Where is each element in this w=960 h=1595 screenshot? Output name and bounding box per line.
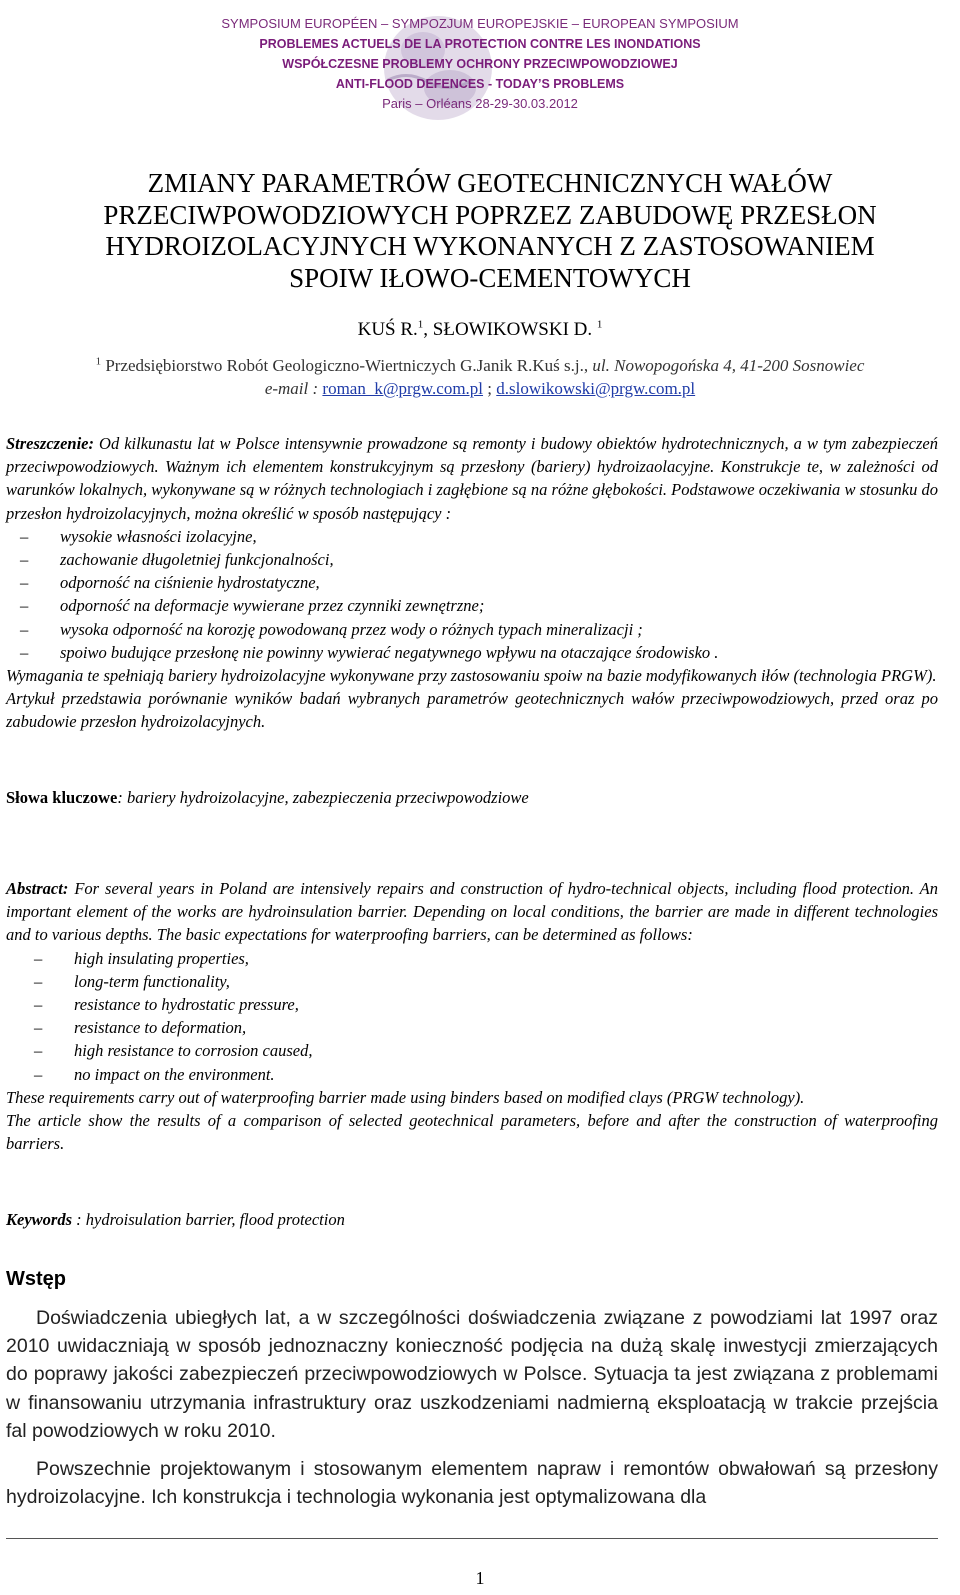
paragraph: Powszechnie projektowanym i stosowanym elementem napraw i remontów obwałowań są przesłony hydroizolacyjne. Ich konstrukcja i technologia wykonania jest optymalizowana dla: [6, 1458, 938, 1509]
author-separator: ,: [423, 319, 433, 340]
header-title-fr: PROBLEMES ACTUELS DE LA PROTECTION CONTRE LES INONDATIONS: [259, 37, 701, 51]
footer-divider: [6, 1538, 938, 1539]
header-place-date: Paris – Orléans 28-29-30.03.2012: [382, 96, 578, 111]
streszczenie-label: Streszczenie:: [6, 434, 94, 453]
list-item: – no impact on the environment.: [34, 1064, 275, 1084]
title-line-4: SPOIW IŁOWO-CEMENTOWYCH: [289, 262, 691, 293]
page-number: 1: [475, 1568, 485, 1588]
title-line-2: PRZECIWPOWODZIOWYCH POPRZEZ ZABUDOWĘ PRZESŁON: [103, 199, 877, 230]
streszczenie-para-3: Artykuł przedstawia porównanie wyników badań wybranych parametrów geotechnicznych wałów przeciwpowodziowych, przed oraz po zabudowie przesłon hydroizolacyjnych.: [6, 689, 938, 732]
streszczenie-intro-text: Od kilkunastu lat w Polsce intensywnie prowadzone są remonty i budowy obiektów hydrotechnicznych, a w tym zabezpieczeń przeciwpowodziowych. Ważnym ich elementem konstrukcyjnym są przesłony (bariery) hydroizaolacyjne. Konstrukcje te, w zależności od warunków lokalnych, wykonywane są w różnych technologiach i zagłębione są na różne głębokości. Podstawowe oczekiwania w stosunku do przesłon hydroizolacyjnych, można określić w sposób następujący :: [6, 434, 938, 523]
streszczenie-block: [6, 432, 938, 734]
keywords: [6, 1208, 938, 1231]
list-item: – spoiwo budujące przesłonę nie powinny wywierać negatywnego wpływu na otaczające środowisko .: [20, 642, 719, 662]
slowa-kluczowe: [6, 786, 938, 809]
list-item: – resistance to deformation,: [34, 1018, 247, 1038]
title-line-3: HYDROIZOLACYJNYCH WYKONANYCH Z ZASTOSOWANIEM: [105, 231, 875, 261]
abstract-label: Abstract:: [6, 879, 69, 898]
header-title-pl: WSPÓŁCZESNE PROBLEMY OCHRONY PRZECIWPOWODZIOWEJ: [282, 57, 678, 71]
list-item: – high resistance to corrosion caused,: [34, 1041, 313, 1061]
abstract-para-2: These requirements carry out of waterproofing barrier made using binders based on modified clays (PRGW technology).: [6, 1087, 805, 1107]
wstep-para-2: [6, 1455, 938, 1511]
authors: [0, 318, 960, 342]
author-2-affiliation-mark: 1: [596, 318, 603, 331]
keywords-text: : hydroisulation barrier, flood protection: [72, 1210, 345, 1229]
list-item: – odporność na ciśnienie hydrostatyczne,: [20, 573, 320, 593]
abstract-para-3: The article show the results of a comparison of selected geotechnical parameters, before and after the construction of waterproofing barriers.: [6, 1111, 938, 1154]
section-heading-wstep: Wstęp: [6, 1268, 66, 1290]
abstract-list: [6, 947, 938, 1086]
affiliation-company: Przedsiębiorstwo Robót Geologiczno-Wiertniczych G.Janik R.Kuś s.j.,: [101, 356, 593, 375]
author-2: SŁOWIKOWSKI D.: [432, 319, 593, 340]
affiliation-address: ul. Nowopogońska 4, 41-200 Sosnowiec: [592, 356, 865, 375]
slowa-label: Słowa kluczowe: [6, 788, 118, 807]
abstract-intro: [6, 877, 938, 947]
paragraph: Doświadczenia ubiegłych lat, a w szczególności doświadczenia związane z powodziami lat 1997 oraz 2010 uwidaczniają w sposób jednoznaczny konieczność podjęcia na dużą skalę inwestycji zmierzających do poprawy jakości zabezpieczeń przeciwpowodziowych w Polsce. Sytuacja ta jest związana z problemami w finansowaniu utrzymania infrastruktury oraz uszkodzeniami nadmierną eksploatacją w trakcie przejścia fal powodziowych w roku 2010.: [6, 1307, 938, 1442]
email-link-2[interactable]: d.slowikowski@prgw.com.pl: [496, 379, 696, 398]
list-item: – zachowanie długoletniej funkcjonalności,: [20, 550, 334, 570]
list-item: – high insulating properties,: [34, 948, 249, 968]
wstep-para-1: [6, 1304, 938, 1445]
streszczenie-para-2: Wymagania te spełniają bariery hydroizolacyjne wykonywane przy zastosowaniu spoiw na bazie modyfikowanych iłów (technologia PRGW).: [6, 666, 937, 686]
author-1-affiliation-mark: 1: [417, 318, 424, 331]
streszczenie-intro: [6, 432, 938, 525]
slowa-text: : bariery hydroizolacyjne, zabezpieczenia przeciwpowodziowe: [117, 788, 529, 807]
abstract-block: [6, 877, 938, 1155]
streszczenie-list: [6, 525, 938, 664]
list-item: – wysokie własności izolacyjne,: [20, 526, 257, 546]
list-item: – long-term functionality,: [34, 971, 230, 991]
email-separator: ;: [483, 379, 497, 398]
list-item: – odporność na deformacje wywierane przez czynniki zewnętrzne;: [20, 596, 485, 616]
list-item: – resistance to hydrostatic pressure,: [34, 995, 299, 1015]
header-title-en: ANTI-FLOOD DEFENCES - TODAY’S PROBLEMS: [335, 77, 625, 91]
affiliation: [0, 355, 960, 377]
keywords-label: Keywords: [6, 1210, 72, 1229]
symposium-header: [0, 8, 960, 128]
list-item: – wysoka odporność na korozję powodowaną przez wody o różnych typach mineralizacji ;: [20, 619, 643, 639]
title-line-1: ZMIANY PARAMETRÓW GEOTECHNICZNYCH WAŁÓW: [147, 168, 833, 198]
email-line: [0, 378, 960, 400]
email-link-1[interactable]: roman_k@prgw.com.pl: [322, 379, 484, 398]
paper-title: [40, 168, 940, 294]
affiliation-mark: 1: [95, 355, 102, 368]
author-1: KUŚ R.: [357, 319, 418, 340]
abstract-intro-text: For several years in Poland are intensively repairs and construction of hydro-technical objects, including flood protection. An important element of the works are hydroinsulation barrier. Depending on local conditions, the barrier are made in different technologies and to various depths. The basic expectations for waterproofing barriers, can be determined as follows:: [6, 879, 938, 945]
email-label: e-mail :: [264, 379, 323, 398]
header-symposium-line: SYMPOSIUM EUROPÉEN – SYMPOZJUM EUROPEJSKIE – EUROPEAN SYMPOSIUM: [221, 16, 739, 31]
